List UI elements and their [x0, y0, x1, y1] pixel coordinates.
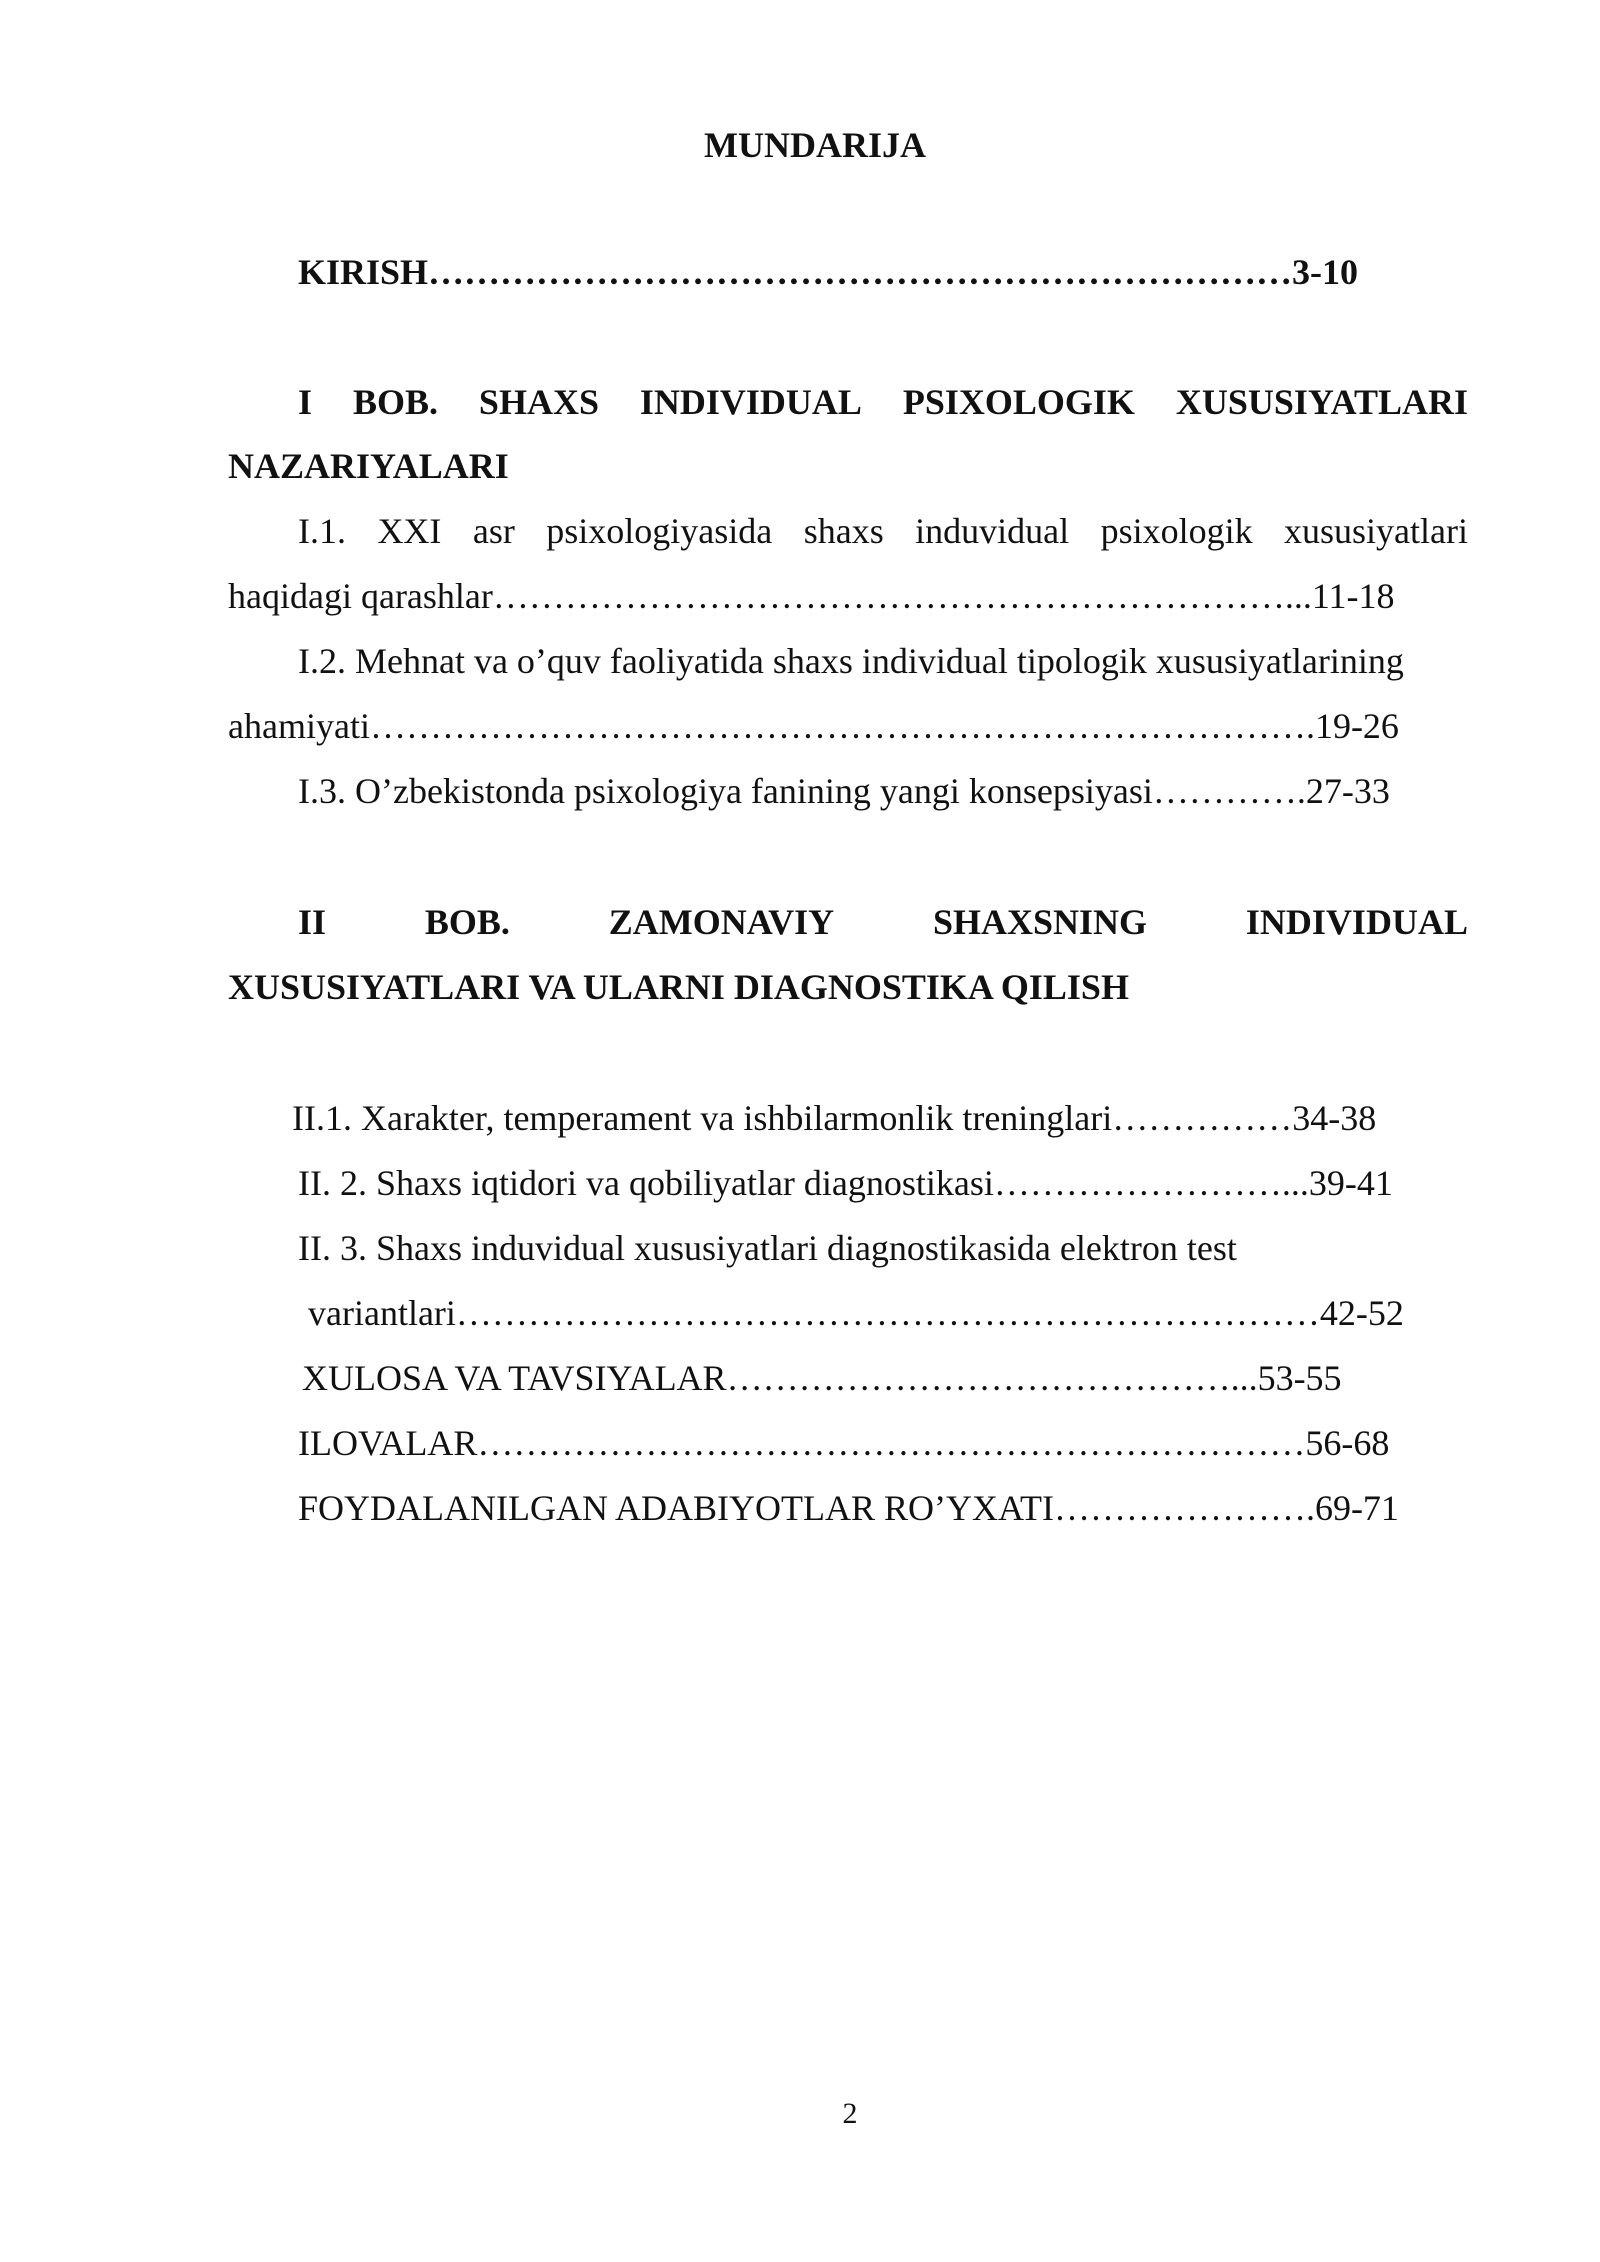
page-number: 2 [842, 2097, 858, 2130]
toc-section-2-2: II. 2. Shaxs iqtidori va qobiliyatlar diagnostikasi……………………...39-41 [298, 1163, 1393, 1203]
section-word: psixologik [1100, 511, 1253, 551]
heading-word: XUSUSIYATLARI [1175, 382, 1468, 422]
heading-word: II [298, 902, 327, 942]
toc-section-1-3: I.3. O’zbekistonda psixologiya fanining yangi konsepsiyasi………….27-33 [298, 771, 1390, 811]
section-word: induvidual [915, 511, 1070, 551]
page-title: MUNDARIJA [704, 125, 926, 165]
toc-chapter2-heading [298, 900, 1468, 944]
section-word: XXI [377, 511, 442, 551]
heading-word: BOB. [352, 382, 438, 422]
heading-word: I [298, 382, 313, 422]
section-word: I.1. [298, 511, 346, 551]
toc-intro: KIRISH………………………………………………………………3-10 [298, 252, 1359, 292]
toc-section-1-2-cont: ahamiyati…………………………………………………………………….19-26 [228, 706, 1399, 746]
heading-word: PSIXOLOGIK [902, 382, 1135, 422]
section-word: shaxs [803, 511, 884, 551]
heading-word: BOB. [424, 902, 510, 942]
toc-section-1-2: I.2. Mehnat va o’quv faoliyatida shaxs individual tipologik xususiyatlarining [298, 641, 1404, 681]
section-word: asr [472, 511, 515, 551]
heading-word: SHAXS [478, 382, 599, 422]
section-word: psixologiyasida [546, 511, 773, 551]
heading-word: INDIVIDUAL [1245, 902, 1468, 942]
heading-word: SHAXSNING [933, 902, 1148, 942]
toc-chapter1-heading-cont: NAZARIYALARI [228, 446, 509, 486]
toc-appendices: ILOVALAR……………………………………………………………56-68 [298, 1423, 1390, 1463]
toc-chapter2-heading-cont: XUSUSIYATLARI VA ULARNI DIAGNOSTIKA QILISH [228, 967, 1129, 1007]
heading-word: ZAMONAVIY [608, 902, 835, 942]
toc-section-1-1-cont: haqidagi qarashlar…………………………………………………………...11-18 [228, 576, 1395, 616]
toc-chapter1-heading [298, 380, 1468, 424]
section-word: xususiyatlari [1284, 511, 1468, 551]
heading-word: INDIVIDUAL [639, 382, 862, 422]
toc-section-1-1 [298, 509, 1468, 553]
toc-section-2-3: II. 3. Shaxs induvidual xususiyatlari diagnostikasida elektron test [298, 1228, 1237, 1268]
toc-conclusion: XULOSA VA TAVSIYALAR……………………………………...53-55 [302, 1358, 1342, 1398]
toc-section-2-1: II.1. Xarakter, temperament va ishbilarmonlik treninglari……………34-38 [292, 1098, 1377, 1138]
toc-section-2-3-cont: variantlari………………………………………………………………42-52 [308, 1293, 1404, 1333]
toc-references: FOYDALANILGAN ADABIYOTLAR RO’YXATI………………….69-71 [298, 1488, 1399, 1528]
